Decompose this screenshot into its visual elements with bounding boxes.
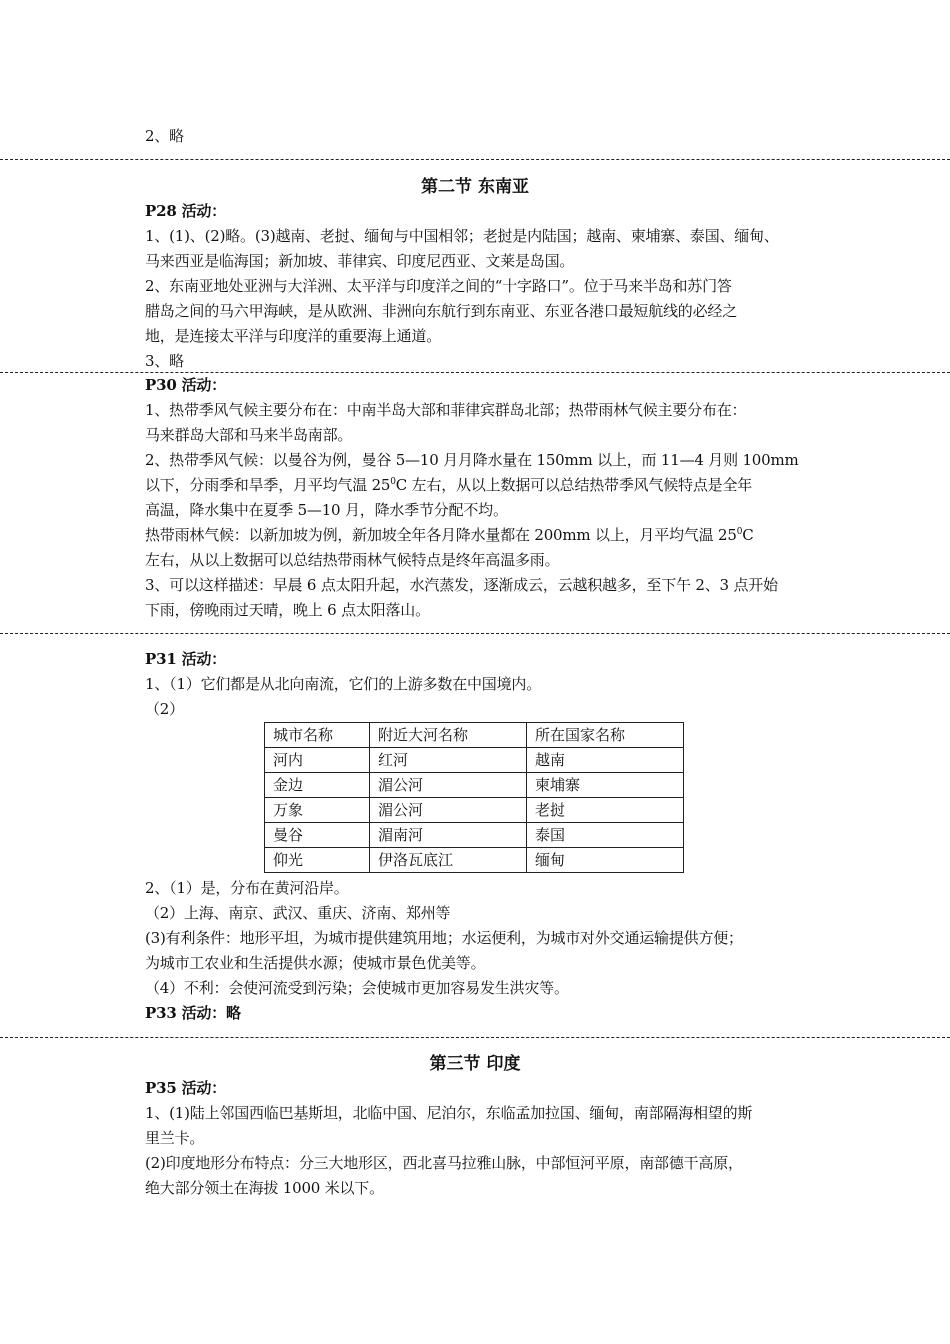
dash-separator [0, 633, 950, 634]
table-header-cell: 附近大河名称 [370, 723, 527, 748]
answer-line: （2）上海、南京、武汉、重庆、济南、郑州等 [145, 904, 451, 922]
answer-line: （4）不利：会使河流受到污染；会使城市更加容易发生洪灾等。 [145, 979, 569, 997]
table-cell: 曼谷 [265, 823, 370, 848]
table-cell: 金边 [265, 773, 370, 798]
table-cell: 伊洛瓦底江 [370, 848, 527, 873]
table-cell: 河内 [265, 748, 370, 773]
table-cell: 仰光 [265, 848, 370, 873]
answer-line: 1、(1)陆上邻国西临巴基斯坦，北临中国、尼泊尔，东临孟加拉国、缅甸，南部隔海相望的斯 [145, 1104, 753, 1122]
table-cell: 万象 [265, 798, 370, 823]
section-title: 第二节 东南亚 [421, 177, 529, 197]
table-cell: 缅甸 [527, 848, 684, 873]
table-cell: 泰国 [527, 823, 684, 848]
table-cell: 红河 [370, 748, 527, 773]
answer-line: (2)印度地形分布特点：分三大地形区，西北喜马拉雅山脉，中部恒河平原，南部德干高原， [145, 1154, 743, 1172]
answer-line: 里兰卡。 [145, 1129, 205, 1147]
city-river-table [264, 722, 684, 873]
table-cell: 湄南河 [370, 823, 527, 848]
answer-line: 2、热带季风气候：以曼谷为例，曼谷 5—10 月月降水量在 150mm 以上，而 11—4 月则 100mm [145, 451, 799, 469]
p30-block [145, 373, 810, 623]
answer-line: 左右，从以上数据可以总结热带雨林气候特点是终年高温多雨。 [145, 551, 560, 569]
answer-line: 腊岛之间的马六甲海峡，是从欧洲、非洲向东航行到东南亚、东亚各港口最短航线的必经之 [145, 302, 738, 320]
table-cell: 老挝 [527, 798, 684, 823]
answer-line: 马来群岛大部和马来半岛南部。 [145, 426, 353, 444]
table-row [265, 823, 684, 848]
answer-line: 下雨，傍晚雨过天晴，晚上 6 点太阳落山。 [145, 601, 430, 619]
p35-block [145, 1076, 810, 1201]
answer-line: 2、（1）是，分布在黄河沿岸。 [145, 879, 349, 897]
table-cell: 柬埔寨 [527, 773, 684, 798]
table-cell: 湄公河 [370, 798, 527, 823]
table-header-cell: 所在国家名称 [527, 723, 684, 748]
answer-line: 3、略 [145, 352, 184, 370]
dash-separator [0, 159, 950, 160]
answer-line: 2、略 [145, 127, 184, 145]
activity-heading: P28 活动： [145, 202, 226, 220]
answer-line: 高温，降水集中在夏季 5—10 月，降水季节分配不均。 [145, 501, 508, 519]
answer-line: 为城市工农业和生活提供水源；使城市景色优美等。 [145, 954, 486, 972]
answer-line: 2、东南亚地处亚洲与大洋洲、太平洋与印度洋之间的“十字路口”。位于马来半岛和苏门答 [145, 277, 732, 295]
answer-line: 1、（1）它们都是从北向南流，它们的上游多数在中国境内。 [145, 675, 541, 693]
answer-line: 绝大部分领土在海拔 1000 米以下。 [145, 1179, 384, 1197]
section-title: 第三节 印度 [429, 1054, 521, 1074]
p31-block [145, 647, 810, 722]
table-row [265, 748, 684, 773]
degree-superscript: 0 [736, 527, 743, 537]
answer-line: (3)有利条件：地形平坦，为城市提供建筑用地；水运便利，为城市对外交通运输提供方便； [145, 929, 743, 947]
text-span: C 左右，从以上数据可以总结热带季风气候特点是全年 [395, 476, 753, 494]
activity-heading: P35 活动： [145, 1079, 226, 1097]
text-span: 热带雨林气候：以新加坡为例，新加坡全年各月降水量都在 200mm 以上，月平均气温 25 [145, 526, 737, 544]
p31-after-table [145, 876, 810, 1026]
answer-line: 地，是连接太平洋与印度洋的重要海上通道。 [145, 327, 442, 345]
table-header-row [265, 723, 684, 748]
answer-line: 马来西亚是临海国；新加坡、菲律宾、印度尼西亚、文莱是岛国。 [145, 252, 575, 270]
answer-line [145, 473, 810, 498]
table-cell: 湄公河 [370, 773, 527, 798]
answer-line: 3、可以这样描述：早晨 6 点太阳升起，水汽蒸发，逐渐成云，云越积越多，至下午 2、3 点开始 [145, 576, 778, 594]
text-span: C [742, 526, 754, 544]
degree-superscript: 0 [390, 477, 396, 487]
activity-heading: P30 活动： [145, 376, 226, 394]
table-cell: 越南 [527, 748, 684, 773]
activity-heading: P31 活动： [145, 650, 226, 668]
answer-line: 1、(1)、(2)略。(3)越南、老挝、缅甸与中国相邻；老挝是内陆国；越南、柬埔寨、泰国、缅甸、 [145, 227, 779, 245]
answer-line: （2） [145, 700, 184, 718]
dash-separator [0, 1037, 950, 1038]
answer-line [145, 523, 810, 548]
text-span: 以下，分雨季和旱季，月平均气温 25 [145, 476, 391, 494]
table-row [265, 773, 684, 798]
p28-block [145, 199, 810, 374]
table-header-cell: 城市名称 [265, 723, 370, 748]
table-row [265, 848, 684, 873]
activity-heading: P33 活动：略 [145, 1004, 241, 1022]
table-row [265, 798, 684, 823]
answer-line: 1、热带季风气候主要分布在：中南半岛大部和菲律宾群岛北部；热带雨林气候主要分布在： [145, 401, 747, 419]
